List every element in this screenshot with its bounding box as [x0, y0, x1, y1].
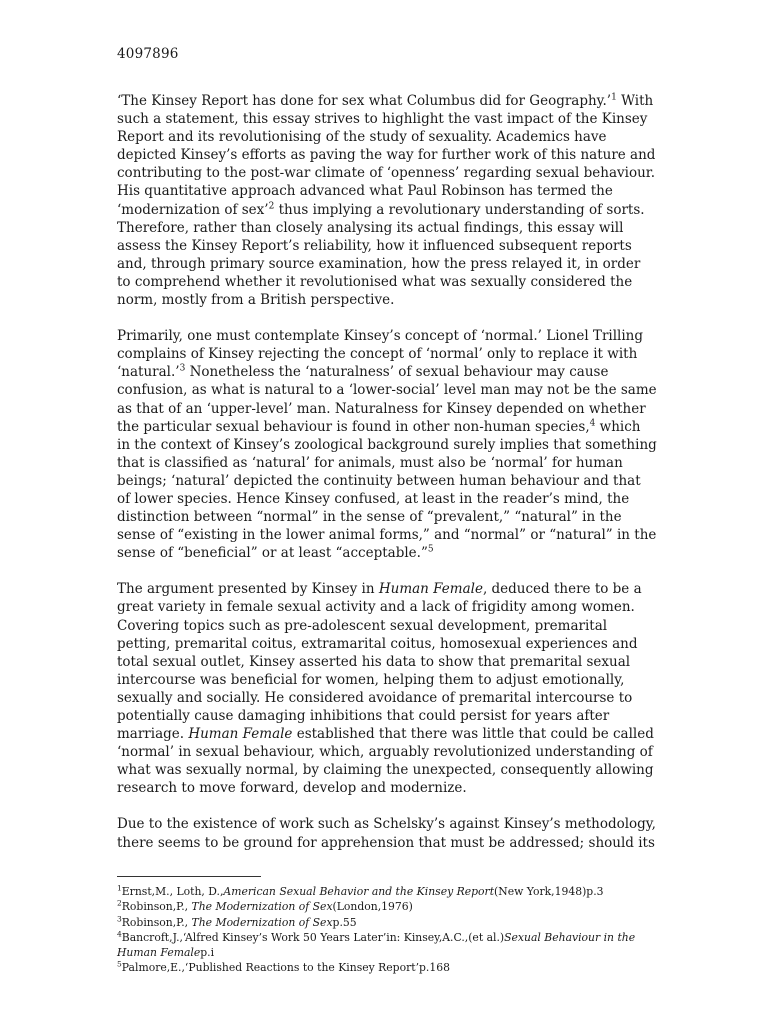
- footnote-reference: 4: [589, 418, 596, 429]
- text-run: Bancroft,J.,‘Alfred Kinsey’s Work 50 Years Later’in: Kinsey,A.C.,(et al.): [121, 930, 505, 944]
- footnote-number: 4: [117, 929, 122, 939]
- text-run: , deduced there to be a great variety in female sexual activity and a lack of frigidity among women. Covering topics such as pre-adolescent sexual development, premarital petting, premarital coitus, extramarital coitus, homosexual experiences and total sexual outlet, Kinsey asserted his data to show that premarital sexual intercourse was beneficial for women, helping them to adjust emotionally, sexually and socially. He considered avoidance of premarital intercourse to potentially cause damaging inhibitions that could persist for years after marriage.: [117, 581, 642, 743]
- text-run: Palmore,E.,‘Published Reactions to the Kinsey Report’p.168: [121, 961, 450, 975]
- text-run: The argument presented by Kinsey in: [117, 581, 379, 598]
- text-run: which in the context of Kinsey’s zoological background surely implies that something that is classified as ‘natural’ for animals, must also be ‘normal’ for human beings; ‘natural’ depicted the continuity between human behaviour and that of lower species. Hence Kinsey confused, at least in the reader’s mind, the distinction between “normal” in the sense of “prevalent,” “natural” in the sense of “existing in the lower animal forms,” and “normal” or “natural” in the sense of “beneficial” or at least “acceptable.”: [117, 418, 657, 562]
- body-paragraph: [117, 327, 657, 562]
- footnote-number: 3: [117, 914, 122, 923]
- footnote: [117, 899, 657, 914]
- footnote-number: 1: [117, 883, 122, 893]
- text-run: established that there was little that could be called ‘normal’ in sexual behaviour, which, arguably revolutionized understanding of what was sexually normal, by claiming the unexpected, consequently allowing research to move forward, develop and modernize.: [117, 726, 654, 797]
- footnote-divider: [117, 876, 261, 877]
- text-run: Ernst,M., Loth, D.,: [121, 885, 224, 898]
- footnotes-section: [117, 884, 657, 976]
- document-id: 4097896: [117, 46, 179, 62]
- text-run: (London,1976): [332, 900, 413, 914]
- text-run: ‘The Kinsey Report has done for sex what Columbus did for Geography.’: [117, 93, 612, 109]
- italic-title: Human Female: [378, 581, 483, 598]
- text-run: Robinson,P.,: [121, 900, 192, 914]
- footnote: [117, 930, 657, 961]
- italic-title: The Modernization of Sex: [191, 900, 333, 914]
- text-run: Robinson,P.,: [121, 915, 192, 929]
- italic-title: The Modernization of Sex: [191, 915, 333, 929]
- footnote-number: 2: [117, 898, 122, 908]
- italic-title: Sexual Behaviour in the Human Female: [117, 930, 636, 960]
- body-paragraph: [117, 580, 657, 797]
- text-run: (New York,1948)p.3: [494, 885, 604, 898]
- footnote-reference: 1: [611, 92, 617, 103]
- italic-title: American Sexual Behavior and the Kinsey Report: [223, 885, 495, 898]
- footnote-reference: 5: [427, 544, 434, 555]
- italic-title: Human Female: [188, 726, 293, 743]
- text-run: Primarily, one must contemplate Kinsey’s concept of ‘normal.’ Lionel Trilling complains of Kinsey rejecting the concept of ‘normal’ only to replace it with ‘natural.’: [117, 328, 643, 381]
- text-run: p.55: [332, 915, 357, 929]
- footnote: [117, 960, 657, 975]
- text-run: Due to the existence of work such as Schelsky’s against Kinsey’s methodology, there seems to be ground for apprehension that must be addressed; should its: [117, 816, 656, 851]
- body-paragraph: [117, 815, 657, 851]
- text-run: thus implying a revolutionary understanding of sorts. Therefore, rather than closely analysing its actual findings, this essay will assess the Kinsey Report’s reliability, how it influenced subsequent reports and, through primary source examination, how the press relayed it, in order to comprehend whether it revolutionised what was sexually considered the norm, mostly from a British perspective.: [117, 201, 645, 309]
- essay-body: [117, 92, 657, 870]
- footnote-reference: 2: [268, 201, 275, 212]
- text-run: Nonetheless the ‘naturalness’ of sexual behaviour may cause confusion, as what is natural to a ‘lower-social’ level man may not be the same as that of an ‘upper-level’ man. Naturalness for Kinsey depended on whether the particular sexual behaviour is found in other non-human species,: [117, 364, 657, 435]
- footnote: [117, 884, 657, 899]
- footnote: [117, 915, 657, 930]
- body-paragraph: [117, 92, 657, 309]
- footnote-number: 5: [117, 959, 122, 969]
- text-run: With such a statement, this essay strives to highlight the vast impact of the Kinsey Report and its revolutionising of the study of sexuality. Academics have depicted Kinsey’s efforts as paving the way for further work of this nature and contributing to the post-war climate of ‘openness’ regarding sexual behaviour. His quantitative approach advanced what Paul Robinson has termed the ‘modernization of sex’: [117, 93, 656, 218]
- text-run: p.i: [200, 946, 215, 960]
- footnote-reference: 3: [179, 363, 186, 374]
